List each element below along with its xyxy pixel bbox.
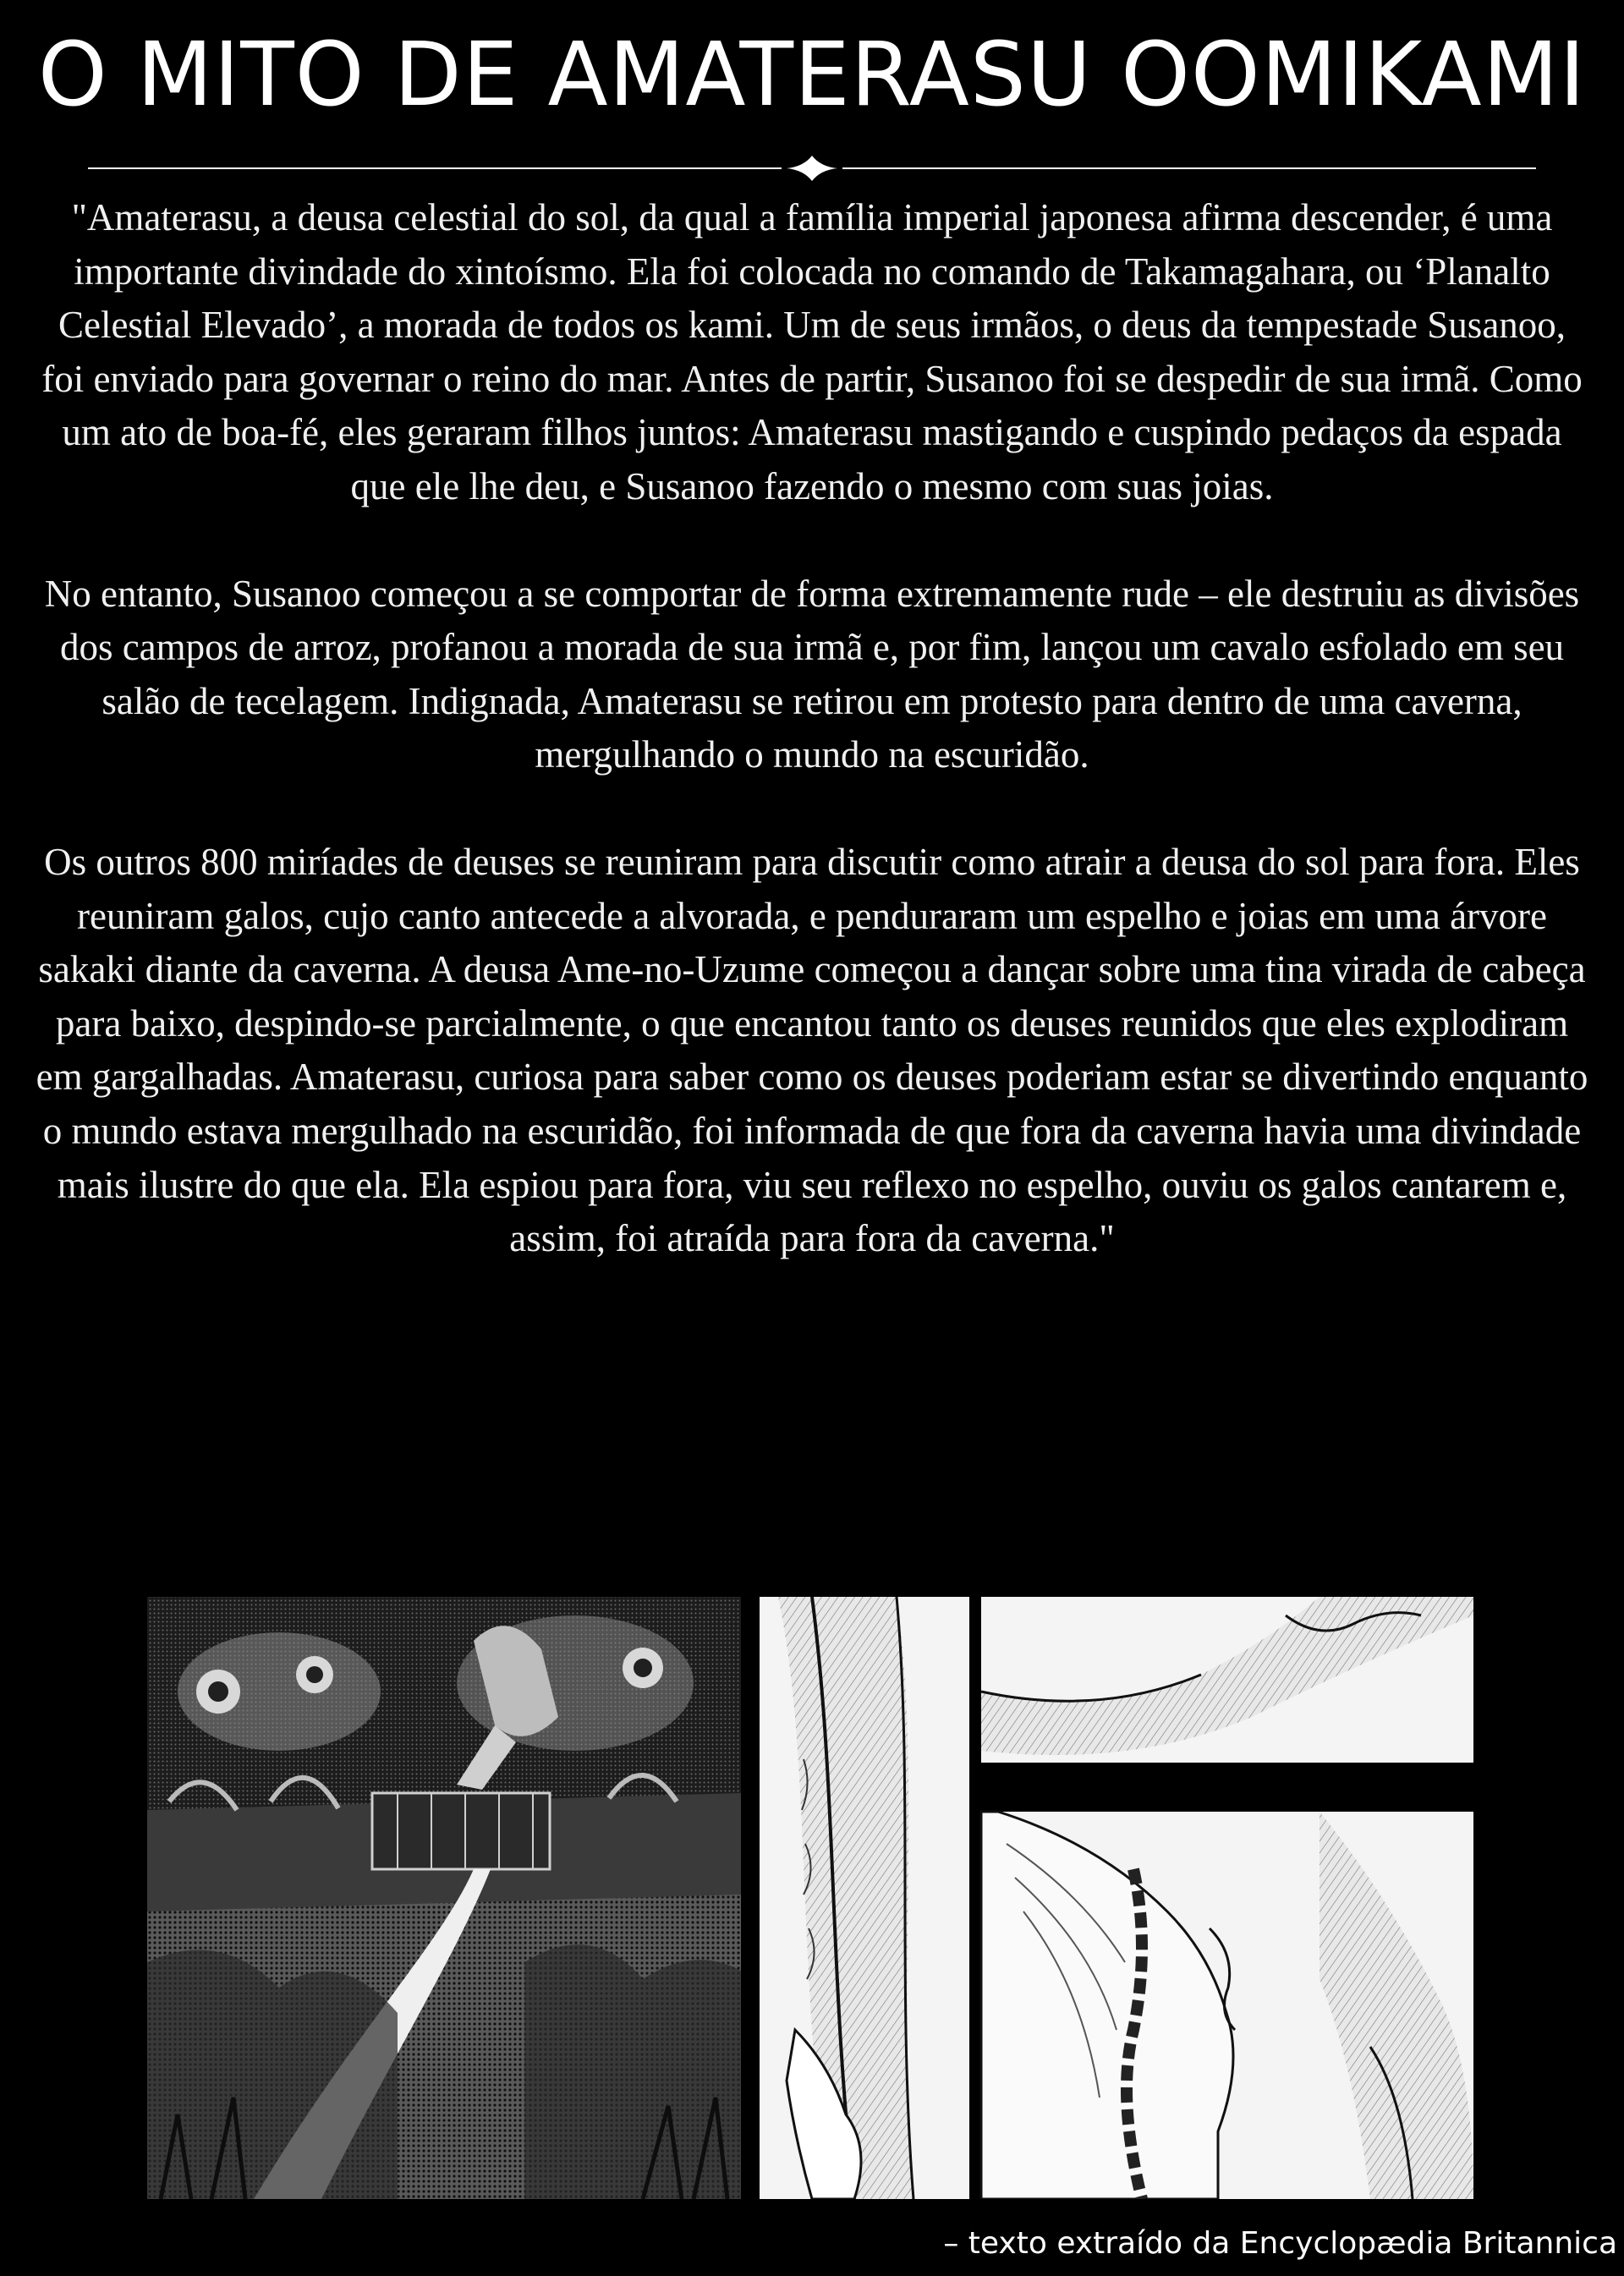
title-divider-ornament [88,152,1536,186]
article-paragraph-1: "Amaterasu, a deusa celestial do sol, da qual a família imperial japonesa afirma descender, é uma importante divindade do xintoísmo. Ela foi colocada no comando de Takamagahara, ou ‘Planalto Celestial Elevado’, a morada de todos os kami. Um de seus irmãos, o deus da tempestade Susanoo, foi enviado para governar o reino do mar. Antes de partir, Susanoo foi se despedir de sua irmã. Como um ato de boa-fé, eles geraram filhos juntos: Amaterasu mastigando e cuspindo pedaços da espada que ele lhe deu, e Susanoo fazendo o mesmo com suas joias. [41,196,1583,507]
article-body [34,191,1590,1266]
panel-sakaki-tree [760,1597,969,2199]
panel-dance-scene [147,1597,741,2199]
source-credit: – texto extraído da Encyclopædia Britannica [943,2226,1617,2261]
panel-hand [981,1597,1473,1763]
page-title: O MITO DE AMATERASU OOMIKAMI [37,23,1587,126]
article-paragraph-3: Os outros 800 miríades de deuses se reuniram para discutir como atrair a deusa do sol para fora. Eles reuniram galos, cujo canto antecede a alvorada, e penduraram um espelho e joias em uma árvore sakaki diante da caverna. A deusa Ame-no-Uzume começou a dançar sobre uma tina virada de cabeça para baixo, despindo-se parcialmente, o que encantou tanto os deuses reunidos que eles explodiram em gargalhadas. Amaterasu, curiosa para saber como os deuses poderiam estar se divertindo enquanto o mundo estava mergulhado na escuridão, foi informada de que fora da caverna havia uma divindade mais ilustre do que ela. Ela espiou para fora, viu seu reflexo no espelho, ouviu os galos cantarem e, assim, foi atraída para fora da caverna." [36,840,1588,1260]
article-paragraph-2: No entanto, Susanoo começou a se comportar de forma extremamente rude – ele destruiu as divisões dos campos de arroz, profanou a morada de sua irmã e, por fim, lançou um cavalo esfolado em seu salão de tecelagem. Indignada, Amaterasu se retirou em protesto para dentro de uma caverna, mergulhando o mundo na escuridão. [44,572,1580,776]
panel-amaterasu-face [981,1812,1473,2199]
manga-panels [0,1590,1624,2199]
